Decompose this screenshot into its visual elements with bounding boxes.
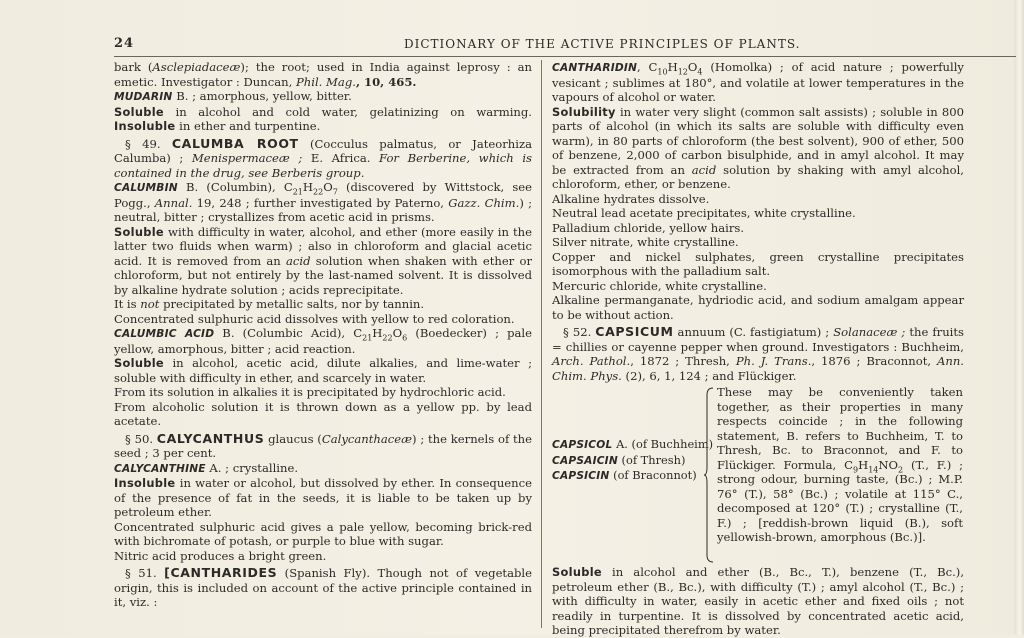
- capsicum-principles-block: [552, 385, 964, 565]
- principle-capsicol: CAPSICOL A. (of Buchheim): [552, 437, 714, 451]
- curly-brace: [704, 387, 714, 563]
- page-edge: [1014, 0, 1024, 635]
- left-column: [114, 60, 532, 610]
- entry-cantharidin: CANTHARIDIN, $C_{10}H_{12}O_4$ (Homolka) ; of acid nature ; powerfully vesicant ; sublimes at 180°, and volatile at lower temperatures in the vapours of alcohol or water.: [552, 60, 964, 104]
- reaction-silver: Silver nitrate, white crystalline.: [552, 235, 739, 249]
- section-52-capsicum: § 52. CAPSICUM annuum (C. fastigiatum) ; Solanaceæ ; the fruits = chillies or cayenne pepper when ground. Investigators : Buchheim, Arch. Pathol., 1872 ; Thresh, Ph. J. Trans., 1876 ; Braconnot, Ann. Chim. Phys. (2), 6, 1, 124 ; and Flückiger.: [552, 324, 964, 383]
- paragraph-bark: bark (Asclepiadaceæ); the root; used in India against leprosy : an emetic. Investigator : Duncan, Phil. Mag., 10, 465.: [114, 60, 532, 89]
- reaction-copper: Copper and nickel sulphates, green crystalline precipitates isomorphous with the palladium salt.: [552, 249, 964, 278]
- reaction-palladium: Palladium chloride, yellow hairs.: [552, 220, 745, 235]
- principles-description: These may be conveniently taken together, as their properties in many respects coincide ; in the following statement, B. refers to Buchheim, T. to Thresh, Bc. to Braconnot, and F. to Flückiger. Formula, $C_9H_{14}NO_2$ (T., F.) ; strong odour, burning taste, (Bc.) ; M.P. 76° (T.), 58° (Bc.) ; volatile at 115° C., decomposed at 120° (T.) ; crystalline (T., F.) ; [reddish-brown liquid (B.), soft yellowish-brown, amorphous (Bc.)].: [717, 385, 963, 544]
- calycanthine-solubility: Insoluble in water or alcohol, but dissolved by ether. In consequence of the presence of fat in the seeds, it is liable to be taken up by petroleum ether.: [114, 476, 532, 519]
- calumbin-solubility: Soluble with difficulty in water, alcohol, and ether (more easily in the latter two fluids when warm) ; also in chloroform and glacial acetic acid. It is removed from an acid solution when shaken with ether or chloroform, but not entirely by the last-named solvent. It is dissolved by alkaline hydrate solution ; acids reprecipitate.: [114, 224, 532, 297]
- entry-calumbin: CALUMBIN B. (Columbin), $C_{21}H_{22}O_7$ (discovered by Wittstock, see Pogg., Annal. 19, 248 ; further investigated by Paterno, Gazz. Chim.) ; neutral, bitter ; crystallizes from acetic acid in prisms.: [114, 180, 532, 224]
- principle-capsicin: CAPSICIN (of Braconnot): [552, 468, 697, 482]
- page-number: 24: [114, 36, 135, 51]
- column-divider: [541, 60, 542, 628]
- right-column: [552, 60, 964, 638]
- entry-mudarin: MUDARIN B. ; amorphous, yellow, bitter.: [114, 89, 352, 103]
- calycanthine-nitric: Nitric acid produces a bright green.: [114, 548, 327, 563]
- section-50-calycanthus: § 50. CALYCANTHUS glaucus (Calycanthaceæ) ; the kernels of the seed ; 3 per cent.: [114, 430, 533, 460]
- reaction-mercuric: Mercuric chloride, white crystalline.: [552, 278, 767, 293]
- calumbic-hydrochloric: From its solution in alkalies it is precipitated by hydrochloric acid.: [114, 385, 506, 399]
- entry-calycanthine: CALYCANTHINE A. ; crystalline.: [114, 460, 299, 475]
- reaction-permanganate: Alkaline permanganate, hydriodic acid, and sodium amalgam appear to be without action.: [552, 293, 964, 322]
- reaction-lead: Neutral lead acetate precipitates, white crystalline.: [552, 206, 856, 220]
- mudarin-solubility: Soluble in alcohol and cold water, gelatinizing on warming. Insoluble in ether and turpentine.: [114, 104, 532, 133]
- header-rule: [114, 56, 1016, 57]
- cantharidin-solubility: Solubility in water very slight (common salt assists) ; soluble in 800 parts of alcohol (in which its salts are soluble with difficulty even warm), in 80 parts of chloroform (the best solvent), 900 of ether, 500 of benzene, 2,000 of carbon bisulphide, and in amyl alcohol. It may be extracted from an acid solution by shaking with amyl alcohol, chloroform, ether, or benzene.: [552, 104, 964, 191]
- running-header: [114, 36, 1024, 56]
- capsicum-solubility: Soluble in alcohol and ether (B., Bc., T.), benzene (T., Bc.), petroleum ether (B., Bc.), with difficulty (T.) ; amyl alcohol (T., Bc.) ; with difficulty in water, easily in acetic ether and fixed oils ; not readily in turpentine. It is dissolved by concentrated acetic acid, being precipitated therefrom by water.: [552, 565, 964, 637]
- section-49-calumba-root: § 49. CALUMBA ROOT (Cocculus palmatus, or Jateorhiza Calumba) ; Menispermaceæ ; E. Africa. For Berberine, which is contained in the drug, see Berberis group.: [114, 135, 532, 180]
- entry-calumbic-acid: CALUMBIC ACID B. (Columbic Acid), $C_{21}H_{22}O_6$ (Boedecker) ; pale yellow, amorphous, bitter ; acid reaction.: [114, 326, 532, 356]
- calumbic-lead: From alcoholic solution it is thrown down as a yellow pp. by lead acetate.: [114, 399, 532, 428]
- principle-capsaicin: CAPSAICIN (of Thresh): [552, 452, 686, 467]
- principle-names: [552, 437, 714, 484]
- calycanthine-sulphuric: Concentrated sulphuric acid gives a pale yellow, becoming brick-red with bichromate of potash, or purple to blue with sugar.: [114, 519, 532, 548]
- reaction-alkaline: Alkaline hydrates dissolve.: [552, 191, 710, 206]
- calumbic-solubility: Soluble in alcohol, acetic acid, dilute alkalies, and lime-water ; soluble with difficulty in ether, and scarcely in water.: [114, 356, 532, 385]
- calumbin-sulphuric: Concentrated sulphuric acid dissolves with yellow to red coloration.: [114, 311, 515, 326]
- calumbin-precipitation: It is not precipitated by metallic salts, nor by tannin.: [114, 297, 425, 311]
- page-title: DICTIONARY OF THE ACTIVE PRINCIPLES OF PLANTS.: [404, 37, 801, 51]
- section-51-cantharides: § 51. [CANTHARIDES (Spanish Fly). Though not of vegetable origin, this is included on account of the active principle contained in it, viz. :: [114, 565, 532, 609]
